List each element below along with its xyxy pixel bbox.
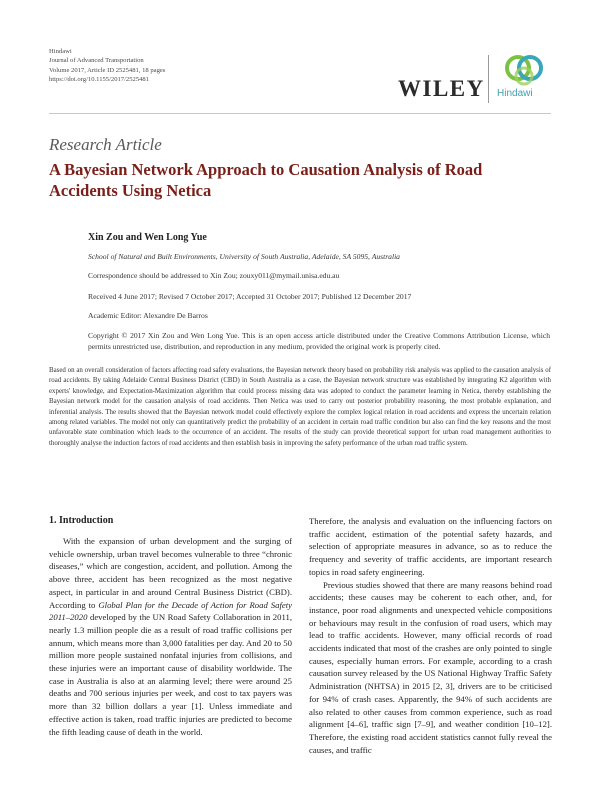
volume-line: Volume 2017, Article ID 2525481, 18 pages: [49, 66, 166, 74]
doi-link[interactable]: https://doi.org/10.1155/2017/2525481: [49, 76, 150, 84]
journal-name: Journal of Advanced Transportation: [49, 57, 144, 65]
journal-meta: [49, 47, 165, 85]
wiley-logo: WILEY: [398, 76, 485, 101]
intro-continuation-paragraph: Therefore, the analysis and evaluation on the influencing factors on traffic accident, estimation of the potential safety hazards, and selection of appropriate measures in advance, so as to reduce the frequency and severity of traffic accidents, are important research topics in road safety engineering.: [309, 516, 552, 577]
hindawi-wordmark: Hindawi: [497, 88, 533, 99]
intro-paragraph: [49, 535, 292, 738]
intro-left-column: [49, 535, 292, 738]
authors: Xin Zou and Wen Long Yue: [88, 232, 207, 243]
affiliation: School of Natural and Built Environments, University of South Australia, Adelaide, SA 5095, Australia: [88, 252, 400, 261]
hindawi-logo-icon: [500, 52, 550, 92]
publication-dates: Received 4 June 2017; Revised 7 October 2017; Accepted 31 October 2017; Published 12 December 2017: [88, 292, 412, 301]
intro-text-b: developed by the UN Road Safety Collaboration in 2011, nearly 1.3 million people die as a result of road traffic collisions per annum, which means more than 3,000 fatalities per day. And 20 to 50 million more people sustained nonfatal injuries from collisions, and these injuries were an important cause of disability worldwide. The case in Australia is also at an alarming level; there were around 25 deaths and 700 serious injuries per week, and cost to tax payers was more than 32 billion dollars a year [1]. Unless immediate and effective action is taken, road traffic injuries are predicted to become the fifth leading cause of death in the world.: [49, 612, 292, 737]
intro-plan-title: Global Plan for the Decade of Action for Road Safety 2011–2020: [49, 599, 292, 623]
article-title: A Bayesian Network Approach to Causation Analysis of Road Accidents Using Netica: [49, 160, 483, 200]
academic-editor: Academic Editor: Alexandre De Barros: [88, 311, 208, 320]
logo-divider: [488, 55, 489, 103]
section-heading-introduction: 1. Introduction: [49, 515, 114, 526]
header-rule: [49, 113, 551, 114]
publisher-name: Hindawi: [49, 48, 72, 55]
copyright-notice: Copyright © 2017 Xin Zou and Wen Long Yue. This is an open access article distributed under the Creative Commons Attribution License, which permits unrestricted use, distribution, and reproduction in any medium, provided the original work is properly cited.: [88, 331, 550, 351]
intro-right-column: [309, 515, 552, 756]
correspondence: Correspondence should be addressed to Xin Zou; zouxy011@mymail.unisa.edu.au: [88, 271, 340, 280]
abstract: Based on an overall consideration of factors affecting road safety evaluations, the Bayesian network theory based on probability risk analysis was applied to the causation analysis of road accidents. By taking Adelaide Central Business District (CBD) in South Australia as a case, the Bayesian network structure was established by integrating K2 algorithm with experts' knowledge, and Expectation-Maximization algorithm that could process missing data was adopted to conduct the parameter learning in Netica, thereby establishing the Bayesian network model for the causation analysis of road accidents. Then Netica was used to carry out posterior probability reasoning, the most probable explanation, and inferential analysis. The results showed that the Bayesian network model could effectively explore the complex logical relation in road accidents and express the uncertain relation among related variables. The model not only can quantitatively predict the probability of an accident in certain road traffic condition but also can find the key reasons and the most unfavorable state combination which leads to the occurrence of an accident. The results of the study can provide theoretical support for urban road management authorities to thoroughly analyse the induction factors of road accidents and then establish basis in improving the safety performance of the urban road traffic system.: [49, 367, 551, 447]
intro-text-a: With the expansion of urban development and the surging of vehicle ownership, urban travel becomes vulnerable to three “chronic diseases,” which are congestion, accident, and pollution. Among the above three, accident has been recognized as the most negative aspect, in particular in and around Central Business District (CBD). According to: [49, 536, 292, 610]
intro-previous-studies-paragraph: Previous studies showed that there are many reasons behind road accidents; these causes may be coherent to each other, and, for instance, poor road alignments and unexpected vehicle compositions or behaviours may result in the confusion of road users, which may lead to traffic accidents. However, many official records of road accidents indicated that most of the crashes are only pointed to single causes, especially human errors. For example, according to a crash causation survey released by the US National Highway Traffic Safety Administration (NHTSA) in 2015 [2, 3], drivers are to be criticised for 94% of crash cases. Apparently, the 94% of such accidents are also related to other causes from common experience, such as road alignment [4–6], traffic sign [7–9], and weather condition [10–12]. Therefore, the existing road accident statistics cannot fully reveal the causes, and traffic: [309, 579, 552, 755]
article-type: Research Article: [49, 135, 162, 154]
